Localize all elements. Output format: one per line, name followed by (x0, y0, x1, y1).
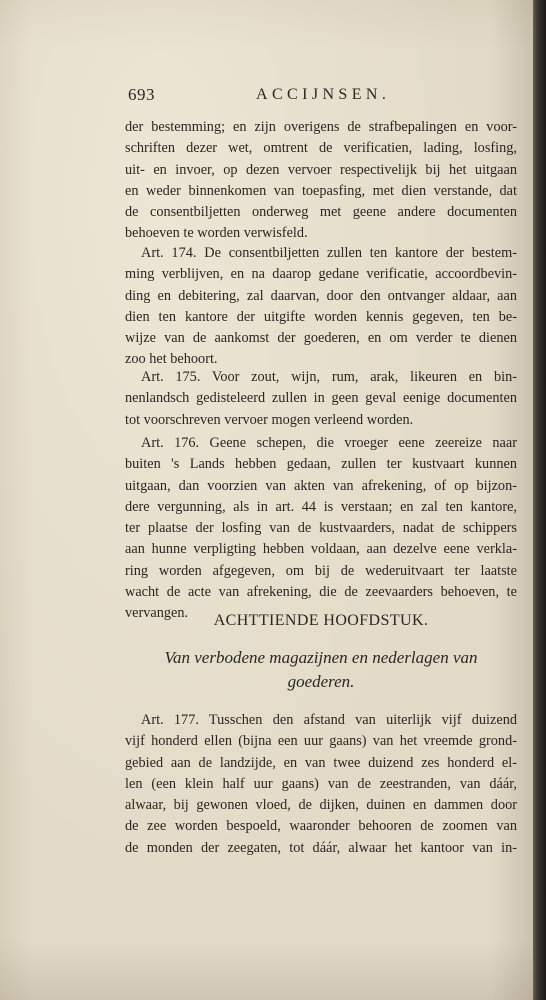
text-line: Art. 175. Voor zout, wijn, rum, arak, likeuren en bin- (141, 369, 517, 385)
text-line: de monden der zeegaten, tot dáár, alwaar het kantoor van in- (125, 839, 517, 856)
article-175 (125, 367, 517, 431)
text-line: Art. 174. De consentbiljetten zullen ten kantore der bestem- (141, 245, 517, 261)
running-head: ACCIJNSEN. (256, 86, 391, 103)
text-line: vervangen. (125, 605, 189, 622)
text-line: Art. 176. Geene schepen, die vroeger eene zeereize naar (141, 435, 517, 451)
text-line: en weder binnenkomen van toepasfing, met dien verstande, dat (125, 182, 517, 199)
page-number: 693 (128, 85, 155, 104)
paragraph-continuation (125, 117, 517, 245)
text-line: uit- en invoer, op dezen vervoer respectivelijk bij het uitgaan (125, 161, 517, 178)
text-line: wijze van de aankomst der goederen, en om verder te dienen (125, 330, 517, 347)
text-line: vijf honderd ellen (bijna een uur gaans) van het vreemde grond- (125, 733, 517, 750)
book-spine-shadow (532, 0, 546, 1000)
text-line: tot voorschreven vervoer mogen verleend worden. (125, 411, 414, 428)
text-line: dere vergunning, als in art. 44 is verstaan; en zal ten kantore, (125, 498, 517, 515)
text-line: wacht de acte van afrekening, die de zeevaarders behoeven, te (125, 584, 517, 601)
text-line: schriften dezer wet, omtrent de verificatien, lading, losfing, (125, 140, 517, 157)
article-177 (125, 710, 517, 859)
text-line: Art. 177. Tusschen den afstand van uiterlijk vijf duizend (141, 712, 517, 728)
text-line: ding en debitering, zal daarvan, door den ontvanger aldaar, aan (125, 287, 517, 304)
text-line: ter plaatse der losfing van de kustvaarders, nadat de schippers (125, 520, 517, 537)
text-line: ming verblijven, en na daarop gedane verificatie, accoordbevin- (125, 266, 517, 283)
section-title-line: Van verbodene magazijnen en nederlagen van (164, 648, 478, 667)
text-line: alwaar, bij gewonen vloed, de dijken, duinen en dammen door (125, 797, 517, 814)
section-title (125, 646, 517, 694)
text-line: len (een klein half uur gaans) van de zeestranden, van dáár, (125, 775, 517, 792)
text-line: buiten 's Lands hebben gedaan, zullen ter kustvaart kunnen (125, 456, 517, 473)
text-line: de consentbiljetten onderweg met geene andere documenten (125, 204, 517, 221)
page-header (128, 85, 408, 109)
text-line: nenlandsch gedisteleerd zullen in geen geval eenige documenten (125, 390, 517, 407)
text-line: behoeven te worden verwisfeld. (125, 225, 308, 242)
text-line: gebied aan de landzijde, en van twee duizend zes honderd el- (125, 754, 517, 771)
text-line: de zee worden bespoeld, waaronder behooren de zoomen van (125, 818, 517, 835)
text-line: uitgaan, dan voorzien van akten van afrekening, of op bijzon- (125, 477, 517, 494)
text-line: aan hunne verpligting hebben voldaan, aan dezelve eene verkla- (125, 541, 517, 558)
chapter-title: ACHTTIENDE HOOFDSTUK. (213, 612, 429, 629)
article-174 (125, 243, 517, 371)
text-line: zoo het behoort. (125, 351, 218, 368)
section-title-line: goederen. (287, 672, 355, 691)
text-line: ring worden afgegeven, om bij de wederuitvaart ter laatste (125, 562, 517, 579)
article-176 (125, 433, 517, 625)
text-line: der bestemming; en zijn overigens de strafbepalingen en voor- (125, 119, 517, 135)
text-line: dien ten kantore der uitgifte worden kennis gegeven, ten be- (125, 308, 517, 325)
